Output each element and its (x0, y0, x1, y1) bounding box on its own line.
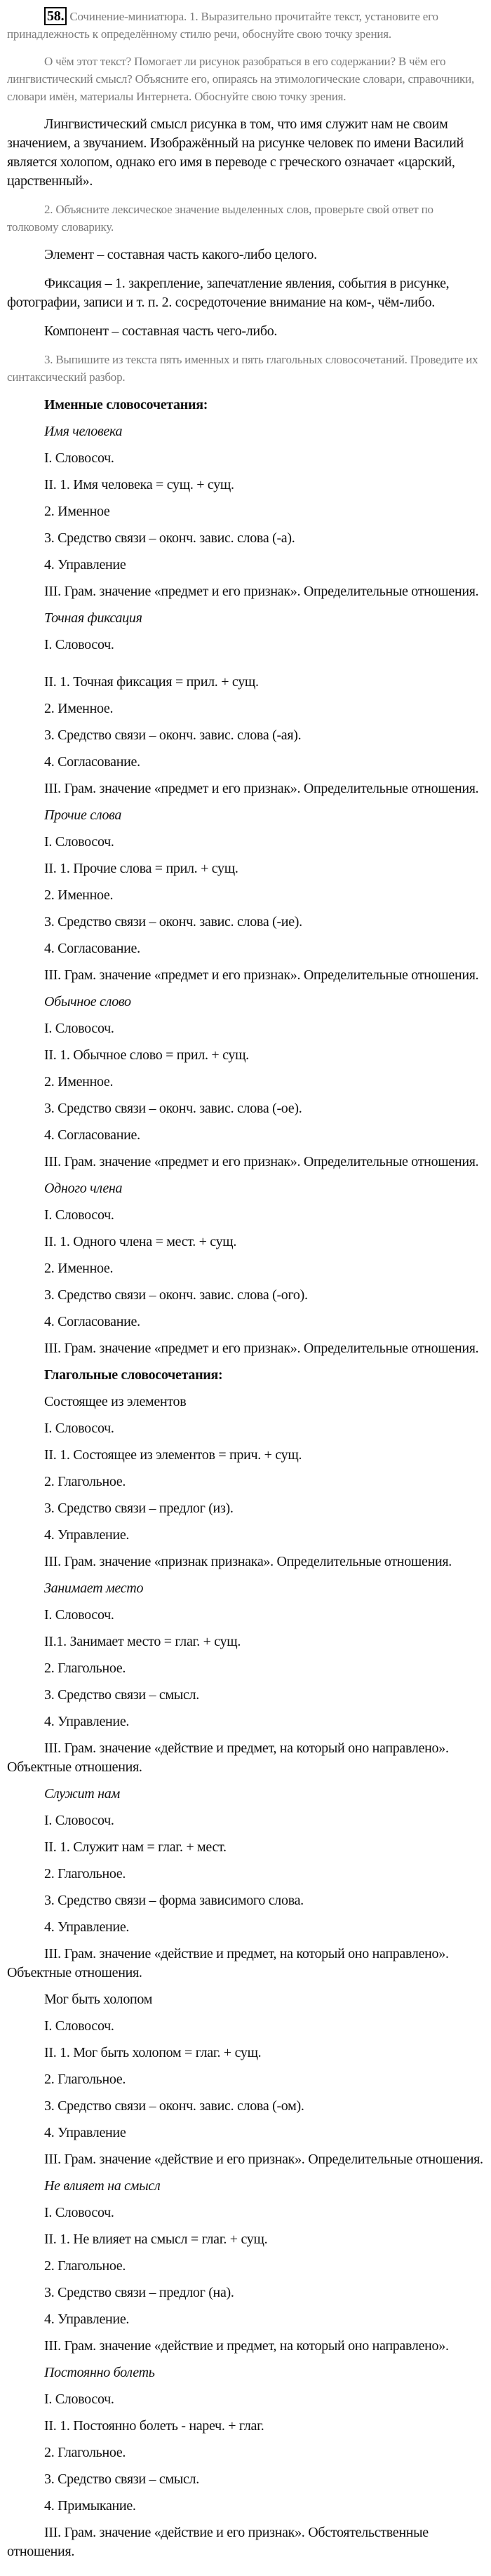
analysis-line: 2. Именное. (44, 1074, 114, 1089)
analysis-line: 3. Средство связи – оконч. завис. слова (-ая). (44, 727, 302, 743)
analysis-line: I. Словосоч. (44, 834, 114, 850)
analysis-line: 3. Средство связи – оконч. завис. слова (-ое). (44, 1101, 302, 1116)
analysis-line: 2. Именное (44, 504, 110, 519)
analysis-line: II. 1. Одного члена = мест. + сущ. (44, 1234, 237, 1249)
analysis-line: I. Словосоч. (44, 1021, 114, 1036)
analysis-line: III. Грам. значение «действие и его признак». Определительные отношения. (44, 2152, 483, 2167)
analysis-line: III. Грам. значение «действие и его признак». Обстоятельственные отношения. (7, 2525, 429, 2559)
phrase-heading: Имя человека (44, 424, 123, 439)
analysis-line: 2. Именное. (44, 701, 114, 716)
analysis-line: III. Грам. значение «предмет и его признак». Определительные отношения. (44, 584, 479, 599)
analysis-line: III. Грам. значение «действие и предмет, на который оно направлено». Объектные отношения. (7, 1740, 449, 1775)
phrase-heading: Постоянно болеть (44, 2365, 155, 2380)
analysis-line: I. Словосоч. (44, 1207, 114, 1223)
analysis-line: 4. Согласование. (44, 941, 140, 956)
analysis-line: 4. Управление. (44, 2312, 130, 2327)
analysis-line: II. 1. Прочие слова = прил. + сущ. (44, 861, 238, 876)
task-instruction: 2. Объясните лексическое значение выделенных слов, проверьте свой ответ по толковому словарику. (7, 203, 433, 234)
task-instruction: 3. Выпишите из текста пять именных и пять глагольных словосочетаний. Проведите их синтаксический разбор. (7, 353, 478, 384)
phrase-heading: Занимает место (44, 1581, 144, 1596)
section-heading: Именные словосочетания: (44, 397, 208, 412)
answer-paragraph: Фиксация – 1. закрепление, запечатление явления, события в рисунке, фотографии, записи и т. п. 2. сосредоточение внимание на ком-, чём-либо. (7, 276, 450, 310)
phrase-heading: Точная фиксация (44, 610, 142, 626)
analysis-line: 2. Глагольное. (44, 1866, 126, 1881)
analysis-line: Состоящее из элементов (44, 1394, 187, 1409)
analysis-line: 2. Глагольное. (44, 2072, 126, 2087)
analysis-line: 3. Средство связи – предлог (на). (44, 2285, 234, 2300)
analysis-line: II. 1. Не влияет на смысл = глаг. + сущ. (44, 2232, 268, 2247)
analysis-line: 4. Согласование. (44, 754, 140, 770)
analysis-line: 4. Согласование. (44, 1314, 140, 1329)
analysis-line: I. Словосоч. (44, 1607, 114, 1623)
answer-paragraph: Лингвистический смысл рисунка в том, что имя служит нам не своим значением, а звучанием. Изображённый на рисунке человек по имени Василий является холопом, однако его имя в переводе с греческого означает «царский, царственный». (7, 116, 464, 189)
analysis-line: III. Грам. значение «предмет и его признак». Определительные отношения. (44, 967, 479, 983)
analysis-line: III. Грам. значение «действие и предмет, на который оно направлено». Объектные отношения. (7, 1946, 449, 1980)
analysis-line: I. Словосоч. (44, 1421, 114, 1436)
analysis-line: 3. Средство связи – смысл. (44, 1687, 199, 1703)
exercise-header (7, 7, 485, 43)
analysis-line: II. 1. Обычное слово = прил. + сущ. (44, 1047, 249, 1063)
analysis-line: 4. Примыкание. (44, 2498, 136, 2514)
phrase-heading: Обычное слово (44, 994, 131, 1009)
analysis-line: 4. Управление. (44, 1527, 130, 1543)
answer-paragraph: Компонент – составная часть чего-либо. (44, 323, 278, 339)
analysis-line: 2. Именное. (44, 887, 114, 903)
analysis-line: III. Грам. значение «предмет и его признак». Определительные отношения. (44, 781, 479, 796)
analysis-line: III. Грам. значение «признак признака». Определительные отношения. (44, 1554, 452, 1569)
analysis-line: 2. Глагольное. (44, 2258, 126, 2274)
analysis-line: 3. Средство связи – оконч. завис. слова (-ом). (44, 2098, 304, 2114)
analysis-line: 4. Согласование. (44, 1127, 140, 1143)
analysis-line: 2. Глагольное. (44, 2445, 126, 2460)
analysis-line: 4. Управление (44, 557, 126, 572)
analysis-line: II. 1. Мог быть холопом = глаг. + сущ. (44, 2045, 262, 2060)
exercise-task: Сочинение-миниатюра. 1. Выразительно прочитайте текст, установите его принадлежность к определённому стилю речи, обоснуйте свою точку зрения. (7, 10, 438, 41)
analysis-line: 3. Средство связи – смысл. (44, 2471, 199, 2487)
answer-body (7, 53, 485, 2561)
analysis-line: Мог быть холопом (44, 1992, 153, 2007)
analysis-line: 3. Средство связи – форма зависимого слова. (44, 1893, 304, 1908)
analysis-line: 3. Средство связи – оконч. завис. слова (-ие). (44, 914, 302, 930)
analysis-line: 2. Именное. (44, 1261, 114, 1276)
analysis-line: I. Словосоч. (44, 2205, 114, 2220)
analysis-line: III. Грам. значение «действие и предмет, на который оно направлено». (44, 2338, 449, 2354)
analysis-line: III. Грам. значение «предмет и его признак». Определительные отношения. (44, 1341, 479, 1356)
analysis-line: II. 1. Состоящее из элементов = прич. + сущ. (44, 1447, 302, 1463)
analysis-line: 4. Управление. (44, 1714, 130, 1729)
analysis-line: 2. Глагольное. (44, 1661, 126, 1676)
phrase-heading: Одного члена (44, 1181, 123, 1196)
analysis-line: I. Словосоч. (44, 637, 114, 652)
analysis-line: I. Словосоч. (44, 450, 114, 466)
analysis-line: I. Словосоч. (44, 2018, 114, 2034)
section-heading: Глагольные словосочетания: (44, 1367, 223, 1383)
analysis-line: III. Грам. значение «предмет и его признак». Определительные отношения. (44, 1154, 479, 1169)
analysis-line: 3. Средство связи – предлог (из). (44, 1501, 234, 1516)
phrase-heading: Прочие слова (44, 807, 122, 823)
analysis-line: 2. Глагольное. (44, 1474, 126, 1489)
task-instruction: О чём этот текст? Помогает ли рисунок разобраться в его содержании? В чём его лингвистический смысл? Объясните его, опираясь на этимологические словари, справочники, словари имён, материалы Интернета. Обоснуйте свою точку зрения. (7, 55, 475, 103)
analysis-line: II. 1. Точная фиксация = прил. + сущ. (44, 674, 259, 690)
answer-paragraph: Элемент – составная часть какого-либо целого. (44, 247, 317, 262)
analysis-line: I. Словосоч. (44, 2391, 114, 2407)
analysis-line: 3. Средство связи – оконч. завис. слова (-а). (44, 530, 295, 546)
phrase-heading: Служит нам (44, 1786, 120, 1802)
analysis-line: II.1. Занимает место = глаг. + сущ. (44, 1634, 241, 1649)
analysis-line: II. 1. Служит нам = глаг. + мест. (44, 1839, 227, 1855)
analysis-line: II. 1. Постоянно болеть - нареч. + глаг. (44, 2418, 264, 2434)
analysis-line: 4. Управление. (44, 1919, 130, 1935)
phrase-heading: Не влияет на смысл (44, 2178, 161, 2194)
analysis-line: I. Словосоч. (44, 1813, 114, 1828)
analysis-line: II. 1. Имя человека = сущ. + сущ. (44, 477, 234, 492)
analysis-line: 4. Управление (44, 2125, 126, 2140)
analysis-line: 3. Средство связи – оконч. завис. слова (-ого). (44, 1287, 308, 1303)
exercise-number: 58. (44, 7, 67, 25)
